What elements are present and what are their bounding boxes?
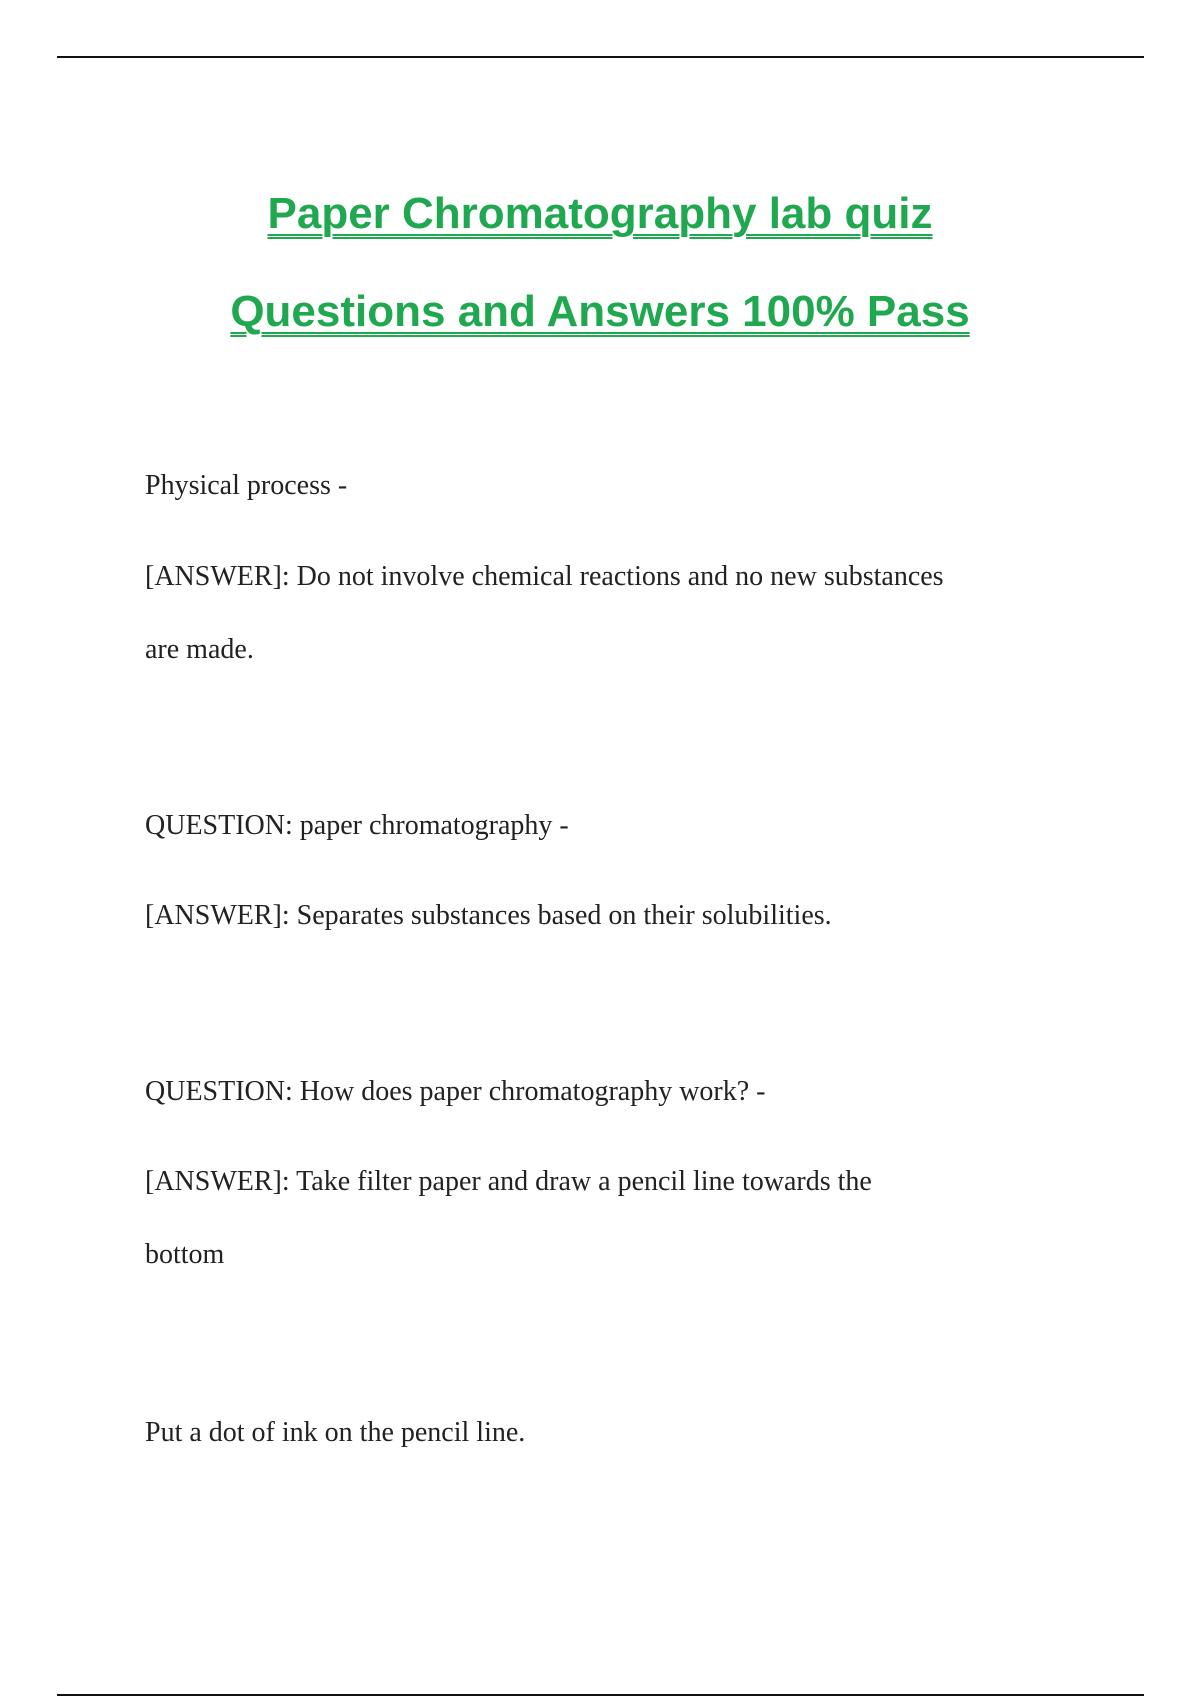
answer-3-line2: bottom <box>145 1239 225 1270</box>
document-title-line2-text: Questions and Answers 100% Pass <box>230 287 970 336</box>
header-rule <box>57 56 1144 58</box>
answer-1-line1: [ANSWER]: Do not involve chemical reactions and no new substances <box>145 561 944 592</box>
question-3: QUESTION: How does paper chromatography work? - <box>145 1076 766 1107</box>
question-1: Physical process - <box>145 470 348 501</box>
answer-2-line1: [ANSWER]: Separates substances based on their solubilities. <box>145 900 832 931</box>
footer-rule <box>57 1694 1144 1696</box>
question-2: QUESTION: paper chromatography - <box>145 810 569 841</box>
document-title-line2 <box>0 287 1200 336</box>
document-title-line1-text: Paper Chromatography lab quiz <box>267 189 933 238</box>
document-title-line1 <box>0 189 1200 238</box>
answer-3-line1: [ANSWER]: Take filter paper and draw a pencil line towards the <box>145 1166 872 1197</box>
answer-1-line2: are made. <box>145 634 254 665</box>
trailing-paragraph: Put a dot of ink on the pencil line. <box>145 1417 526 1448</box>
